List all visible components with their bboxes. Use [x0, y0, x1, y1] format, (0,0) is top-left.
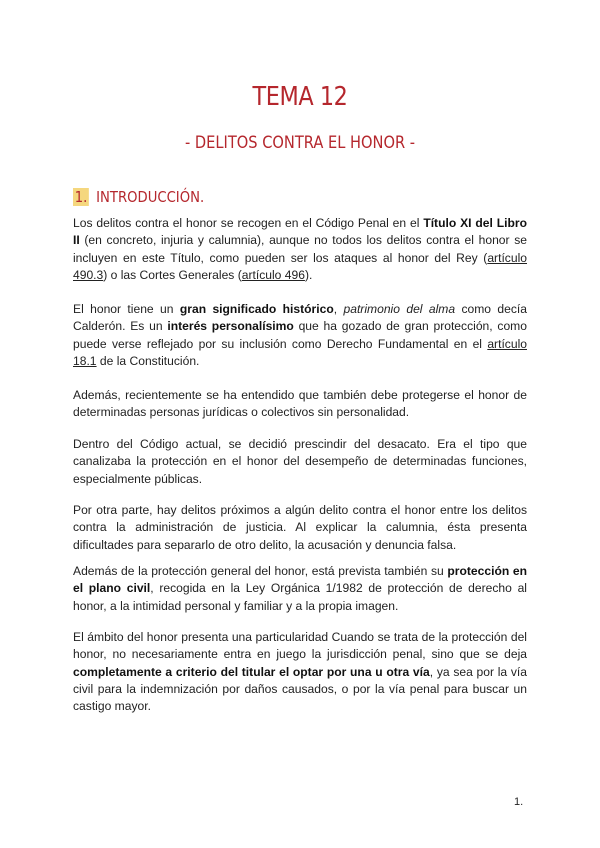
p1-text-d: ) o las Cortes Generales (	[103, 267, 242, 282]
paragraph-6	[73, 563, 527, 615]
p1-bold-titulo: Título XI del Libro II	[73, 216, 527, 248]
p6-text-c: , recogida en la Ley Orgánica 1/1982 de protección de derecho al honor, a la intimidad personal y familiar y a la propia imagen.	[73, 581, 527, 613]
p6-bold-proteccion-civil: protección en el plano civil	[73, 564, 528, 596]
p2-text-d: como decía Calderón. Es un	[73, 302, 527, 334]
page-title: TEMA 12	[252, 82, 348, 112]
p7-text-a: El ámbito del honor presenta una particularidad Cuando se trata de la protección del honor, no necesariamente entra en juego la jurisdicción penal, sino que se deja	[73, 630, 527, 662]
p2-text-f: que ha gozado de gran protección, como puede verse reflejado por su inclusión como Derecho Fundamental en el	[73, 319, 527, 351]
p6-text-a: Además de la protección general del honor, está prevista también su	[73, 564, 448, 578]
p1-text-c: (en concreto, injuria y calumnia), aunque no todos los delitos contra el honor se incluyen en este Título, como pueden ser los ataques al honor del Rey (	[73, 233, 527, 265]
p2-text-a: El honor tiene un	[73, 302, 180, 316]
link-articulo-18-1[interactable]: artículo 18.1	[73, 336, 527, 368]
link-articulo-496[interactable]: artículo 496	[241, 267, 305, 282]
p2-italic-patrimonio: patrimonio del alma	[343, 302, 456, 316]
p2-bold-significado: gran significado histórico	[179, 302, 334, 316]
p2-text-g: de la Constitución.	[96, 353, 200, 368]
page-number: 1.	[514, 796, 524, 808]
paragraph-2	[73, 301, 527, 370]
p2-text-c: ,	[333, 302, 344, 316]
paragraph-1	[73, 215, 527, 284]
page-subtitle: - DELITOS CONTRA EL HONOR -	[184, 133, 416, 153]
p7-bold-criterio: completamente a criterio del titular el optar por una u otra vía	[73, 664, 430, 679]
p7-text-c: , ya sea por la vía civil para la indemnización por daños causados, o por la vía penal para buscar un castigo mayor.	[73, 664, 527, 714]
p1-text-e: ).	[304, 267, 313, 282]
paragraph-7	[73, 629, 527, 715]
section-number: 1.	[74, 188, 88, 206]
p2-bold-interes: interés personalísimo	[167, 319, 294, 334]
p1-text-a: Los delitos contra el honor se recogen en el Código Penal en el	[73, 216, 424, 230]
link-articulo-490-3[interactable]: artículo 490.3	[73, 250, 527, 282]
section-heading	[73, 188, 204, 206]
paragraph-3: Además, recientemente se ha entendido que también debe protegerse el honor de determinadas personas jurídicas o colectivos sin personalidad.	[73, 388, 527, 420]
paragraph-4: Dentro del Código actual, se decidió prescindir del desacato. Era el tipo que canalizaba la protección en el honor del desempeño de determinadas funciones, especialmente públicas.	[73, 437, 527, 486]
paragraph-5: Por otra parte, hay delitos próximos a algún delito contra el honor entre los delitos contra la administración de justicia. Al explicar la calumnia, ésta presenta dificultades para separarlo de otro delito, la acusación y denuncia falsa.	[73, 503, 527, 552]
section-title: INTRODUCCIÓN.	[96, 188, 205, 206]
